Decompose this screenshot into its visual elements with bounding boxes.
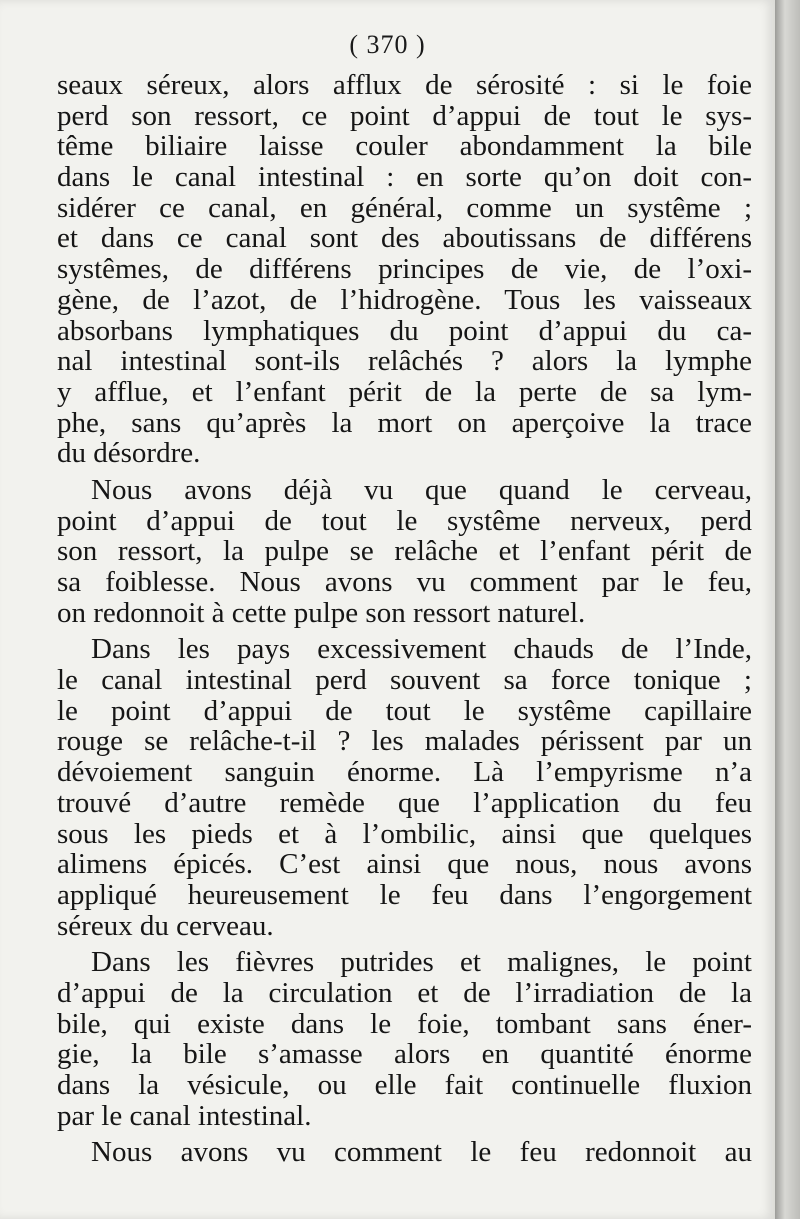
- text-line: trouvé d’autre remède que l’application du feu: [57, 786, 752, 819]
- text-line: rouge se relâche-t-il ? les malades périssent par un: [57, 725, 752, 758]
- text-line: seaux séreux, alors afflux de sérosité : si le foie: [57, 69, 752, 101]
- text-line: perd son ressort, ce point d’appui de tout le sys-: [57, 99, 752, 132]
- text-line: dans la vésicule, ou elle fait continuelle fluxion: [57, 1069, 752, 1101]
- text-line: sidérer ce canal, en général, comme un systême ;: [57, 191, 752, 224]
- text-line: dévoiement sanguin énorme. Là l’empyrisme n’a: [57, 756, 752, 789]
- text-line: dans le canal intestinal : en sorte qu’on doit con-: [57, 161, 752, 194]
- text-line: gie, la bile s’amasse alors en quantité énorme: [57, 1038, 752, 1071]
- text-line: sa foiblesse. Nous avons vu comment par le feu,: [57, 566, 752, 598]
- paragraph: [57, 634, 752, 941]
- text-line: Dans les pays excessivement chauds de l’Inde,: [91, 633, 752, 666]
- paragraph: [57, 475, 752, 628]
- text-line: Dans les fièvres putrides et malignes, le point: [91, 946, 752, 979]
- text-line: gène, de l’azot, de l’hidrogène. Tous les vaisseaux: [57, 283, 752, 316]
- text-line: Nous avons vu comment le feu redonnoit au: [91, 1136, 752, 1169]
- page-number: ( 370 ): [349, 30, 426, 59]
- text-line: phe, sans qu’après la mort on aperçoive la trace: [57, 406, 752, 439]
- text-line: nal intestinal sont-ils relâchés ? alors la lymphe: [57, 345, 752, 378]
- text-line: le point d’appui de tout le systême capillaire: [57, 694, 752, 727]
- text-line: on redonnoit à cette pulpe son ressort naturel.: [57, 596, 586, 629]
- text-line: y afflue, et l’enfant périt de la perte de sa lym-: [57, 375, 752, 408]
- text-line: séreux du cerveau.: [57, 909, 274, 942]
- text-line: Nous avons déjà vu que quand le cerveau,: [91, 473, 752, 506]
- text-line: du désordre.: [57, 437, 201, 470]
- text-line: tême biliaire laisse couler abondamment la bile: [57, 130, 752, 163]
- page-body: [57, 70, 752, 1168]
- text-line: appliqué heureusement le feu dans l’engorgement: [57, 878, 752, 911]
- text-line: sous les pieds et à l’ombilic, ainsi que quelques: [57, 817, 752, 850]
- text-line: par le canal intestinal.: [57, 1099, 312, 1132]
- text-line: absorbans lymphatiques du point d’appui du ca-: [57, 314, 752, 347]
- text-line: bile, qui existe dans le foie, tombant sans éner-: [57, 1007, 752, 1040]
- text-line: alimens épicés. C’est ainsi que nous, nous avons: [57, 848, 752, 881]
- paragraph: [57, 70, 752, 469]
- text-line: son ressort, la pulpe se relâche et l’enfant périt de: [57, 535, 752, 568]
- text-line: systêmes, de différens principes de vie, de l’oxi-: [57, 253, 752, 286]
- text-line: point d’appui de tout le systême nerveux, perd: [57, 504, 752, 537]
- paragraph: [57, 947, 752, 1131]
- text-line: le canal intestinal perd souvent sa force tonique ;: [57, 664, 752, 697]
- paragraph: [57, 1137, 752, 1168]
- text-line: d’appui de la circulation et de l’irradiation de la: [57, 976, 752, 1009]
- page-gutter: [775, 0, 800, 1219]
- text-line: et dans ce canal sont des aboutissans de différens: [57, 222, 752, 255]
